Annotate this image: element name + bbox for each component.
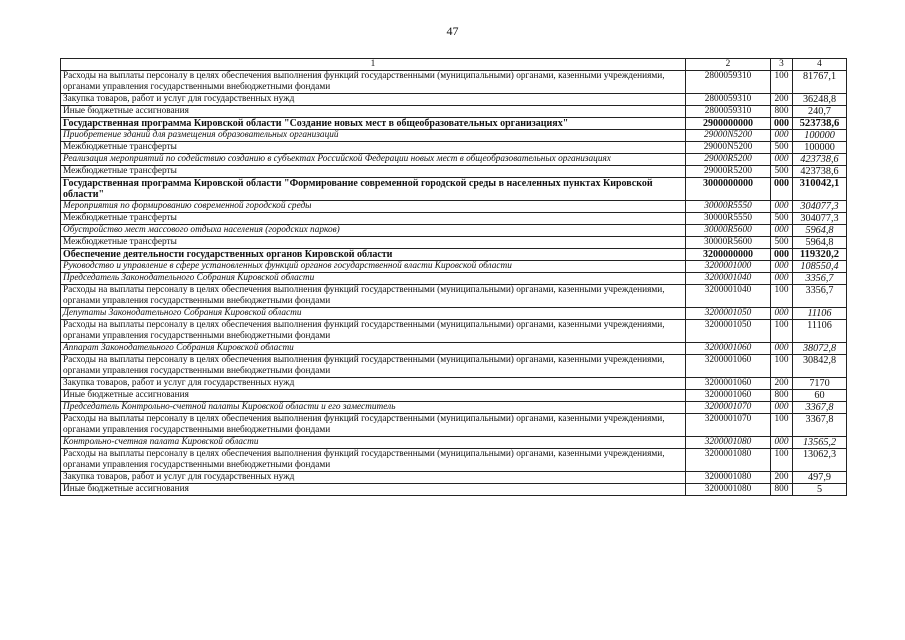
- row-code-cell: 3200001060: [686, 355, 771, 378]
- table-row: [61, 414, 847, 437]
- row-name-cell: Государственная программа Кировской области "Формирование современной городской среды в населенных пунктах Кировской области": [61, 178, 686, 201]
- row-code-cell: 30000R5550: [686, 201, 771, 213]
- row-name-cell: Обустройство мест массового отдыха населения (городских парков): [61, 225, 686, 237]
- row-expense-type-cell: 000: [771, 343, 793, 355]
- row-expense-type-cell: 100: [771, 449, 793, 472]
- row-expense-type-cell: 100: [771, 414, 793, 437]
- row-amount-cell: 30842,8: [793, 355, 847, 378]
- row-code-cell: 2800059310: [686, 94, 771, 106]
- row-code-cell: 3000000000: [686, 178, 771, 201]
- row-expense-type-cell: 200: [771, 94, 793, 106]
- row-amount-cell: 310042,1: [793, 178, 847, 201]
- row-expense-type-cell: 000: [771, 154, 793, 166]
- row-name-cell: Межбюджетные трансферты: [61, 213, 686, 225]
- row-code-cell: 2900000000: [686, 118, 771, 130]
- row-amount-cell: 108550,4: [793, 261, 847, 273]
- row-expense-type-cell: 500: [771, 237, 793, 249]
- row-amount-cell: 304077,3: [793, 213, 847, 225]
- row-amount-cell: 304077,3: [793, 201, 847, 213]
- row-name-cell: Закупка товаров, работ и услуг для государственных нужд: [61, 94, 686, 106]
- row-amount-cell: 7170: [793, 378, 847, 390]
- row-name-cell: Расходы на выплаты персоналу в целях обеспечения выполнения функций государственными (муниципальными) органами, казенными учреждениями, органами управления государственными внебюджетными фондами: [61, 414, 686, 437]
- row-code-cell: 3200001060: [686, 378, 771, 390]
- row-name-cell: Депутаты Законодательного Собрания Кировской области: [61, 308, 686, 320]
- row-amount-cell: 11106: [793, 320, 847, 343]
- row-name-cell: Расходы на выплаты персоналу в целях обеспечения выполнения функций государственными (муниципальными) органами, казенными учреждениями, органами управления государственными внебюджетными фондами: [61, 320, 686, 343]
- row-code-cell: 3200001040: [686, 273, 771, 285]
- row-name-cell: Расходы на выплаты персоналу в целях обеспечения выполнения функций государственными (муниципальными) органами, казенными учреждениями, органами управления государственными внебюджетными фондами: [61, 285, 686, 308]
- row-code-cell: 3200001040: [686, 285, 771, 308]
- row-name-cell: Межбюджетные трансферты: [61, 142, 686, 154]
- row-expense-type-cell: 100: [771, 285, 793, 308]
- row-code-cell: 29000R5200: [686, 166, 771, 178]
- table-header-row: [61, 59, 847, 71]
- table-row: [61, 130, 847, 142]
- budget-table: [60, 58, 847, 496]
- row-expense-type-cell: 100: [771, 355, 793, 378]
- row-amount-cell: 5: [793, 484, 847, 496]
- row-expense-type-cell: 000: [771, 249, 793, 261]
- row-name-cell: Государственная программа Кировской области "Создание новых мест в общеобразовательных организациях": [61, 118, 686, 130]
- row-expense-type-cell: 000: [771, 201, 793, 213]
- table-row: [61, 285, 847, 308]
- row-code-cell: 30000R5600: [686, 237, 771, 249]
- row-amount-cell: 3367,8: [793, 402, 847, 414]
- row-code-cell: 2800059310: [686, 106, 771, 118]
- row-name-cell: Иные бюджетные ассигнования: [61, 106, 686, 118]
- row-name-cell: Иные бюджетные ассигнования: [61, 390, 686, 402]
- row-expense-type-cell: 200: [771, 378, 793, 390]
- row-expense-type-cell: 000: [771, 437, 793, 449]
- table-row: [61, 390, 847, 402]
- table-row: [61, 261, 847, 273]
- row-expense-type-cell: 200: [771, 472, 793, 484]
- row-expense-type-cell: 000: [771, 130, 793, 142]
- row-amount-cell: 60: [793, 390, 847, 402]
- row-name-cell: Расходы на выплаты персоналу в целях обеспечения выполнения функций государственными (муниципальными) органами, казенными учреждениями, органами управления государственными внебюджетными фондами: [61, 71, 686, 94]
- row-name-cell: Контрольно-счетная палата Кировской области: [61, 437, 686, 449]
- table-row: [61, 402, 847, 414]
- header-col-1: 1: [61, 59, 686, 71]
- row-amount-cell: 13062,3: [793, 449, 847, 472]
- row-expense-type-cell: 000: [771, 308, 793, 320]
- row-expense-type-cell: 000: [771, 178, 793, 201]
- row-code-cell: 29000N5200: [686, 130, 771, 142]
- page-number: 47: [446, 24, 459, 38]
- row-expense-type-cell: 000: [771, 225, 793, 237]
- row-name-cell: Реализация мероприятий по содействию созданию в субъектах Российской Федерации новых мест в общеобразовательных организациях: [61, 154, 686, 166]
- row-amount-cell: 100000: [793, 130, 847, 142]
- row-amount-cell: 13565,2: [793, 437, 847, 449]
- row-name-cell: Расходы на выплаты персоналу в целях обеспечения выполнения функций государственными (муниципальными) органами, казенными учреждениями, органами управления государственными внебюджетными фондами: [61, 355, 686, 378]
- table-row: [61, 178, 847, 201]
- row-expense-type-cell: 000: [771, 261, 793, 273]
- row-amount-cell: 3367,8: [793, 414, 847, 437]
- table-row: [61, 449, 847, 472]
- row-code-cell: 3200001080: [686, 449, 771, 472]
- row-amount-cell: 3356,7: [793, 273, 847, 285]
- row-code-cell: 30000R5550: [686, 213, 771, 225]
- row-expense-type-cell: 000: [771, 273, 793, 285]
- row-amount-cell: 100000: [793, 142, 847, 154]
- row-expense-type-cell: 800: [771, 390, 793, 402]
- table-row: [61, 320, 847, 343]
- row-code-cell: 3200001080: [686, 437, 771, 449]
- row-amount-cell: 497,9: [793, 472, 847, 484]
- row-name-cell: Обеспечение деятельности государственных органов Кировской области: [61, 249, 686, 261]
- row-name-cell: Председатель Контрольно-счетной палаты Кировской области и его заместитель: [61, 402, 686, 414]
- row-code-cell: 3200001070: [686, 414, 771, 437]
- row-code-cell: 3200001070: [686, 402, 771, 414]
- row-name-cell: Руководство и управление в сфере установленных функций органов государственной власти Кировской области: [61, 261, 686, 273]
- row-name-cell: Закупка товаров, работ и услуг для государственных нужд: [61, 378, 686, 390]
- row-name-cell: Мероприятия по формированию современной городской среды: [61, 201, 686, 213]
- table-row: [61, 484, 847, 496]
- row-name-cell: Приобретение зданий для размещения образовательных организаций: [61, 130, 686, 142]
- table-row: [61, 106, 847, 118]
- table-row: [61, 213, 847, 225]
- row-name-cell: Расходы на выплаты персоналу в целях обеспечения выполнения функций государственными (муниципальными) органами, казенными учреждениями, органами управления государственными внебюджетными фондами: [61, 449, 686, 472]
- table-row: [61, 154, 847, 166]
- row-name-cell: Председатель Законодательного Собрания Кировской области: [61, 273, 686, 285]
- row-amount-cell: 11106: [793, 308, 847, 320]
- row-amount-cell: 119320,2: [793, 249, 847, 261]
- row-name-cell: Межбюджетные трансферты: [61, 166, 686, 178]
- table-row: [61, 237, 847, 249]
- row-code-cell: 3200001000: [686, 261, 771, 273]
- row-expense-type-cell: 500: [771, 166, 793, 178]
- row-name-cell: Иные бюджетные ассигнования: [61, 484, 686, 496]
- table-row: [61, 343, 847, 355]
- table-row: [61, 71, 847, 94]
- table-row: [61, 249, 847, 261]
- row-code-cell: 29000N5200: [686, 142, 771, 154]
- table-row: [61, 94, 847, 106]
- row-amount-cell: 423738,6: [793, 154, 847, 166]
- row-name-cell: Межбюджетные трансферты: [61, 237, 686, 249]
- row-code-cell: 3200001060: [686, 390, 771, 402]
- row-code-cell: 29000R5200: [686, 154, 771, 166]
- row-code-cell: 3200000000: [686, 249, 771, 261]
- row-amount-cell: 240,7: [793, 106, 847, 118]
- row-amount-cell: 423738,6: [793, 166, 847, 178]
- header-col-4: 4: [793, 59, 847, 71]
- row-expense-type-cell: 100: [771, 320, 793, 343]
- row-expense-type-cell: 800: [771, 106, 793, 118]
- row-amount-cell: 5964,8: [793, 237, 847, 249]
- table-row: [61, 273, 847, 285]
- row-code-cell: 3200001050: [686, 308, 771, 320]
- row-amount-cell: 523738,6: [793, 118, 847, 130]
- row-expense-type-cell: 100: [771, 71, 793, 94]
- header-col-3: 3: [771, 59, 793, 71]
- row-code-cell: 3200001080: [686, 472, 771, 484]
- row-code-cell: 3200001050: [686, 320, 771, 343]
- table-row: [61, 118, 847, 130]
- row-expense-type-cell: 500: [771, 142, 793, 154]
- table-row: [61, 166, 847, 178]
- row-expense-type-cell: 000: [771, 118, 793, 130]
- row-amount-cell: 5964,8: [793, 225, 847, 237]
- table-row: [61, 201, 847, 213]
- row-amount-cell: 81767,1: [793, 71, 847, 94]
- table-row: [61, 308, 847, 320]
- row-expense-type-cell: 000: [771, 402, 793, 414]
- row-name-cell: Закупка товаров, работ и услуг для государственных нужд: [61, 472, 686, 484]
- table-row: [61, 142, 847, 154]
- table-row: [61, 437, 847, 449]
- row-code-cell: 2800059310: [686, 71, 771, 94]
- row-amount-cell: 3356,7: [793, 285, 847, 308]
- row-code-cell: 30000R5600: [686, 225, 771, 237]
- row-amount-cell: 36248,8: [793, 94, 847, 106]
- row-amount-cell: 38072,8: [793, 343, 847, 355]
- row-expense-type-cell: 800: [771, 484, 793, 496]
- row-expense-type-cell: 500: [771, 213, 793, 225]
- table-row: [61, 378, 847, 390]
- table-row: [61, 225, 847, 237]
- row-name-cell: Аппарат Законодательного Собрания Кировской области: [61, 343, 686, 355]
- row-code-cell: 3200001080: [686, 484, 771, 496]
- header-col-2: 2: [686, 59, 771, 71]
- row-code-cell: 3200001060: [686, 343, 771, 355]
- table-row: [61, 472, 847, 484]
- table-row: [61, 355, 847, 378]
